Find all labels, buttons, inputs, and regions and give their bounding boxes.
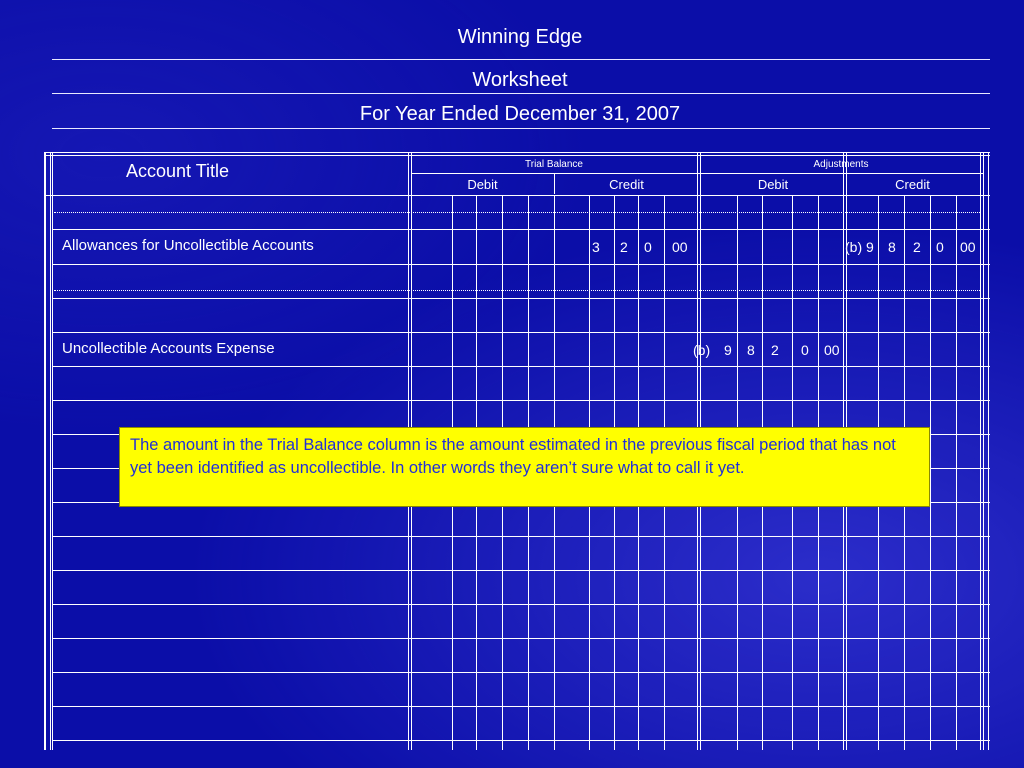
row-rule [52, 604, 990, 605]
adjustment-reference: (b) 9 [845, 239, 874, 255]
column-rule [44, 153, 46, 750]
adj-credit-cents: 00 [960, 239, 976, 255]
column-rule [983, 153, 984, 750]
company-name: Winning Edge [457, 26, 583, 48]
column-rule [980, 153, 981, 750]
account-title-header: Account Title [126, 161, 230, 181]
trial-debit-header: Debit [467, 177, 498, 192]
row-rule [52, 264, 990, 265]
row-rule [52, 706, 990, 707]
row-rule [52, 740, 990, 741]
document-title: Worksheet [472, 69, 568, 91]
account-allowances: Allowances for Uncollectible Accounts [62, 237, 314, 254]
adjustment-reference: (b) [693, 342, 711, 358]
adj-credit-digit: 8 [888, 239, 896, 255]
row-rule [52, 366, 990, 367]
header-rule [44, 155, 990, 156]
callout-pointer [85, 468, 119, 469]
column-rule [50, 153, 51, 750]
dotted-rule [54, 212, 980, 213]
row-rule [52, 400, 990, 401]
callout-text: The amount in the Trial Balance column is the amount estimated in the previous fiscal period that has not yet been identified as uncollectible. In other words they aren’t sure what to call it yet. [130, 436, 896, 477]
adj-credit-digit: 0 [936, 239, 944, 255]
row-rule [52, 229, 990, 230]
row-rule [52, 298, 990, 299]
adj-debit-digit: 8 [747, 342, 755, 358]
trial-credit-digit: 2 [620, 239, 628, 255]
adjustments-credit-header: Credit [895, 177, 930, 192]
title-divider [52, 128, 990, 129]
adj-debit-digit: 0 [801, 342, 809, 358]
period-title: For Year Ended December 31, 2007 [359, 103, 681, 125]
row-rule [52, 536, 990, 537]
explanation-callout [119, 427, 930, 507]
trial-credit-digit: 3 [592, 239, 600, 255]
digit-rule [930, 196, 931, 750]
row-rule [52, 332, 990, 333]
row-rule [52, 638, 990, 639]
adj-debit-digit: 9 [724, 342, 732, 358]
row-rule [52, 570, 990, 571]
trial-credit-digit: 0 [644, 239, 652, 255]
adjustments-header: Adjustments [813, 159, 869, 170]
row-rule [52, 672, 990, 673]
column-rule [52, 153, 53, 750]
header-rule [44, 152, 990, 153]
dotted-rule [54, 290, 980, 291]
digit-rule [956, 196, 957, 750]
adj-credit-digit: 2 [913, 239, 921, 255]
column-rule [554, 173, 555, 194]
header-rule [411, 173, 983, 174]
adjustments-debit-header: Debit [757, 177, 789, 192]
header-rule [44, 195, 990, 196]
adj-debit-digit: 2 [771, 342, 779, 358]
trial-credit-header: Credit [609, 177, 644, 192]
account-uncollectible-expense: Uncollectible Accounts Expense [62, 340, 275, 357]
trial-credit-cents: 00 [672, 239, 688, 255]
title-divider [52, 59, 990, 60]
column-rule [988, 153, 989, 750]
title-divider [52, 93, 990, 94]
trial-balance-header: Trial Balance [525, 159, 583, 170]
adj-debit-cents: 00 [824, 342, 840, 358]
